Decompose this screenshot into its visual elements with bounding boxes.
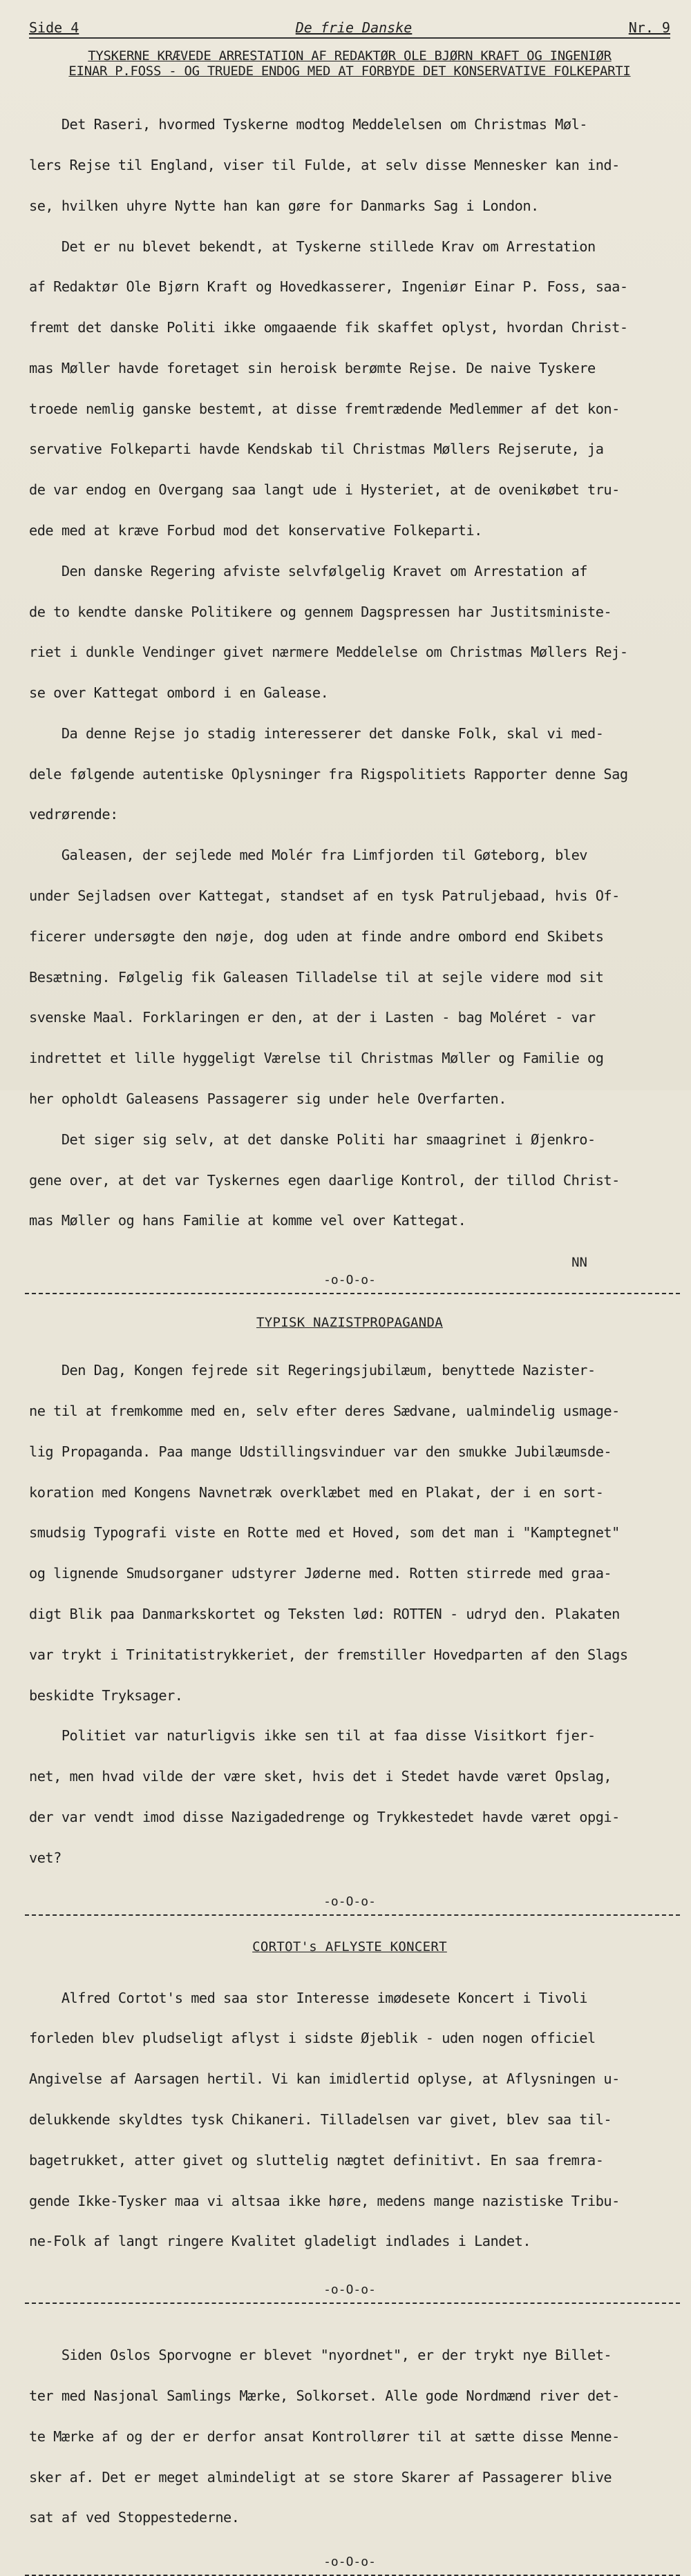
text-line: ede med at kræve Forbud mod det konservative Folkeparti. <box>29 522 482 539</box>
text-line: de var endog en Overgang saa langt ude i Hysteriet, at de ovenikøbet tru- <box>29 481 620 499</box>
section-separator: -o-O-o- <box>323 1273 376 1288</box>
text-line: Politiet var naturligvis ikke sen til at faa disse Visitkort fjer- <box>29 1727 596 1744</box>
text-line: af Redaktør Ole Bjørn Kraft og Hovedkasserer, Ingeniør Einar P. Foss, saa- <box>29 278 628 296</box>
text-line: under Sejladsen over Kattegat, standset af en tysk Patruljebaad, hvis Of- <box>29 887 620 905</box>
text-line: var trykt i Trinitatistrykkeriet, der fremstiller Hovedparten af den Slags <box>29 1646 628 1663</box>
text-line: servative Folkeparti havde Kendskab til Christmas Møllers Rejserute, ja <box>29 441 604 458</box>
article1-body <box>29 91 670 1255</box>
page-label: Side 4 <box>29 19 79 36</box>
text-line: sat af ved Stoppestederne. <box>29 2509 240 2526</box>
paper-title: De frie Danske <box>295 19 413 36</box>
text-line: mas Møller havde foretaget sin heroisk berømte Rejse. De naive Tyskere <box>29 359 596 376</box>
text-line: gende Ikke-Tysker maa vi altsaa ikke høre, medens mange nazistiske Tribu- <box>29 2192 620 2209</box>
text-line: lig Propaganda. Paa mange Udstillingsvinduer var den smukke Jubilæumsde- <box>29 1443 612 1460</box>
text-line: sker af. Det er meget almindeligt at se store Skarer af Passagerer blive <box>29 2468 612 2486</box>
text-line: Alfred Cortot's med saa stor Interesse imødesete Koncert i Tivoli <box>29 1989 588 2006</box>
text-line: Det er nu blevet bekendt, at Tyskerne stillede Krav om Arrestation <box>29 238 596 255</box>
article4-body <box>29 2322 670 2552</box>
text-line: se, hvilken uhyre Nytte han kan gøre for Danmarks Sag i London. <box>29 197 539 214</box>
text-line: net, men hvad vilde der være sket, hvis det i Stedet havde været Opslag, <box>29 1768 612 1785</box>
section-separator: -o-O-o- <box>323 1894 376 1910</box>
section-separator: -o-O-o- <box>323 2282 376 2298</box>
text-line: te Mærke af og der er derfor ansat Kontrollører til at sætte disse Menne- <box>29 2428 620 2445</box>
article1-headline-line: EINAR P.FOSS - OG TRUEDE ENDOG MED AT FORBYDE DET KONSERVATIVE FOLKEPARTI <box>68 64 631 79</box>
article2-body <box>29 1337 670 1892</box>
masthead <box>29 15 670 39</box>
text-line: koration med Kongens Navnetræk overklæbet med en Plakat, der i en sort- <box>29 1483 604 1501</box>
text-line: smudsig Typografi viste en Rotte med et Hoved, som det man i "Kamptegnet" <box>29 1524 620 1541</box>
article3-headline: CORTOT's AFLYSTE KONCERT <box>252 1939 447 1955</box>
text-line: og lignende Smudsorganer udstyrer Jøderne med. Rotten stirrede med graa- <box>29 1565 612 1582</box>
text-line: Angivelse af Aarsagen hertil. Vi kan imidlertid oplyse, at Aflysningen u- <box>29 2070 620 2088</box>
text-line: her opholdt Galeasens Passagerer sig under hele Overfarten. <box>29 1090 507 1107</box>
text-line: Besætning. Følgelig fik Galeasen Tilladelse til at sejle videre mod sit <box>29 968 604 986</box>
text-line: Den danske Regering afviste selvfølgelig Kravet om Arrestation af <box>29 562 588 579</box>
text-line: forleden blev pludseligt aflyst i sidste Øjeblik - uden nogen officiel <box>29 2030 596 2047</box>
text-line: se over Kattegat ombord i en Galease. <box>29 684 329 702</box>
text-line: lers Rejse til England, viser til Fulde, at selv disse Mennesker kan ind- <box>29 156 620 173</box>
text-line: Galeasen, der sejlede med Molér fra Limfjorden til Gøteborg, blev <box>29 847 588 864</box>
text-line: delukkende skyldtes tysk Chikaneri. Tilladelsen var givet, blev saa til- <box>29 2111 612 2128</box>
text-line: Den Dag, Kongen fejrede sit Regeringsjubilæum, benyttede Nazister- <box>29 1362 596 1379</box>
text-line: indrettet et lille hyggeligt Værelse til Christmas Møller og Familie og <box>29 1050 604 1067</box>
article2-headline: TYPISK NAZISTPROPAGANDA <box>256 1315 443 1331</box>
article3-body <box>29 1964 670 2276</box>
text-line: ter med Nasjonal Samlings Mærke, Solkorset. Alle gode Nordmænd river det- <box>29 2387 620 2405</box>
text-line: svenske Maal. Forklaringen er den, at der i Lasten - bag Moléret - var <box>29 1009 596 1026</box>
text-line: Da denne Rejse jo stadig interesserer det danske Folk, skal vi med- <box>29 724 604 742</box>
text-line: bagetrukket, atter givet og sluttelig nægtet definitivt. En saa fremra- <box>29 2151 604 2169</box>
text-line: ne-Folk af langt ringere Kvalitet gladeligt indlades i Landet. <box>29 2233 531 2250</box>
text-line: de to kendte danske Politikere og gennem Dagspressen har Justitsministe- <box>29 603 612 620</box>
dashed-divider <box>25 1293 680 1294</box>
text-line: fremt det danske Politi ikke omgaaende fik skaffet oplyst, hvordan Christ- <box>29 319 628 336</box>
text-line: riet i dunkle Vendinger givet nærmere Meddelelse om Christmas Møllers Rej- <box>29 644 628 661</box>
text-line: Det Raseri, hvormed Tyskerne modtog Meddelelsen om Christmas Møl- <box>29 116 588 133</box>
dashed-divider <box>25 2303 680 2304</box>
article1-headline-line: TYSKERNE KRÆVEDE ARRESTATION AF REDAKTØR OLE BJØRN KRAFT OG INGENIØR <box>88 48 612 64</box>
text-line: Siden Oslos Sporvogne er blevet "nyordnet", er der trykt nye Billet- <box>29 2347 612 2364</box>
text-line: mas Møller og hans Familie at komme vel over Kattegat. <box>29 1212 466 1229</box>
text-line: gene over, at det var Tyskernes egen daarlige Kontrol, der tillod Christ- <box>29 1171 620 1189</box>
text-line: der var vendt imod disse Nazigadedrenge og Trykkestedet havde været opgi- <box>29 1808 620 1825</box>
section-separator: -o-O-o- <box>323 2555 376 2570</box>
issue-label: Nr. 9 <box>628 19 670 36</box>
text-line: digt Blik paa Danmarkskortet og Teksten lød: ROTTEN - udryd den. Plakaten <box>29 1605 620 1622</box>
text-line: ne til at fremkomme med en, selv efter deres Sædvane, ualmindelig usmage- <box>29 1403 620 1420</box>
text-line: ficerer undersøgte den nøje, dog uden at finde andre ombord end Skibets <box>29 927 604 945</box>
text-line: beskidte Tryksager. <box>29 1686 183 1704</box>
text-line: dele følgende autentiske Oplysninger fra Rigspolitiets Rapporter denne Sag <box>29 765 628 782</box>
dashed-divider <box>25 1914 680 1916</box>
article1-headline <box>29 48 670 79</box>
article1-signature: NN <box>571 1255 587 1271</box>
text-line: troede nemlig ganske bestemt, at disse fremtrædende Medlemmer af det kon- <box>29 400 620 417</box>
text-line: Det siger sig selv, at det danske Politi har smaagrinet i Øjenkro- <box>29 1131 596 1148</box>
text-line: vet? <box>29 1849 61 1866</box>
text-line: vedrørende: <box>29 806 118 823</box>
